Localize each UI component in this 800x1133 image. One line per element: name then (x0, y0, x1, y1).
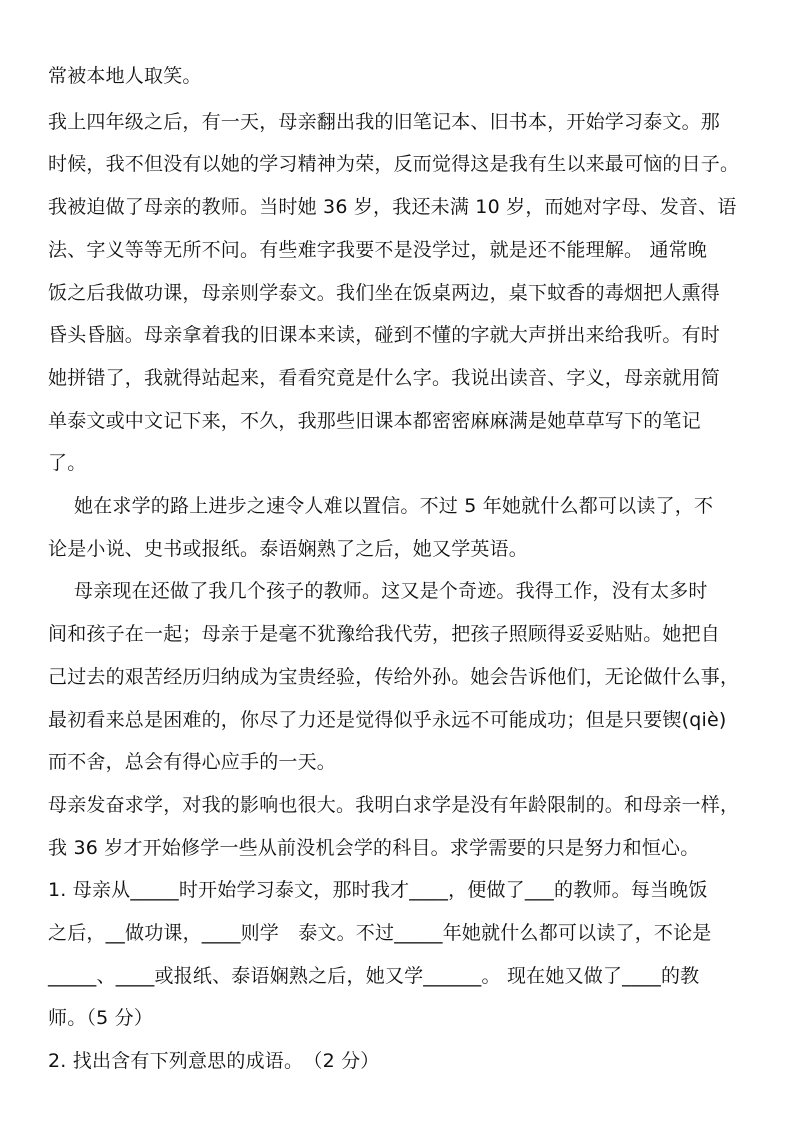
text-line: 间和孩子在一起；母亲于是毫不犹豫给我代劳，把孩子照顾得妥妥贴贴。她把自 (48, 623, 721, 645)
question-line: 1. 母亲从_____时开始学习泰文，那时我才____，便做了___的教师。每当晚饭 (48, 879, 708, 901)
text-line: 常被本地人取笑。 (48, 65, 202, 87)
text-line: 饭之后我做功课，母亲则学泰文。我们坐在饭桌两边，桌下蚊香的毒烟把人熏得 (48, 282, 721, 304)
text-line: 己过去的艰苦经历归纳成为宝贵经验，传给外孙。她会告诉他们，无论做什么事， (48, 666, 740, 688)
text-line: 她在求学的路上进步之速令人难以置信。不过 5 年她就什么都可以读了，不 (74, 495, 714, 517)
question-line: _____、____或报纸、泰语娴熟之后，她又学______。 现在她又做了____的教 (48, 965, 700, 987)
question-line: 2. 找出含有下列意思的成语。 （2 分） (48, 1050, 380, 1072)
text-line: 时候，我不但没有以她的学习精神为荣，反而觉得这是我有生以来最可恼的日子。 (48, 153, 740, 175)
text-line: 最初看来总是困难的，你尽了力还是觉得似乎永远不可能成功；但是只要锲(qiè) (48, 709, 727, 731)
question-line: 师。（5 分） (48, 1007, 154, 1029)
question-line: 之后，__做功课，____则学 泰文。不过_____年她就什么都可以读了，不论是 (48, 922, 712, 944)
text-line: 我 36 岁才开始修学一些从前没机会学的科目。求学需要的只是努力和恒心。 (48, 837, 700, 859)
text-line: 母亲发奋求学，对我的影响也很大。我明白求学是没有年龄限制的。和母亲一样， (48, 794, 740, 816)
text-line: 而不舍，总会有得心应手的一天。 (48, 751, 337, 773)
text-line: 她拼错了，我就得站起来，看看究竟是什么字。我说出读音、字义，母亲就用简 (48, 367, 721, 389)
text-line: 我上四年级之后，有一天，母亲翻出我的旧笔记本、旧书本，开始学习泰文。那 (48, 111, 721, 133)
text-line: 法、字义等等无所不问。有些难字我要不是没学过，就是还不能理解。 通常晚 (48, 239, 708, 261)
text-line: 我被迫做了母亲的教师。当时她 36 岁，我还未满 10 岁，而她对字母、发音、语 (48, 196, 737, 218)
text-line: 了。 (48, 452, 87, 474)
text-line: 昏头昏脑。母亲拿着我的旧课本来读，碰到不懂的字就大声拼出来给我听。有时 (48, 324, 721, 346)
text-line: 单泰文或中文记下来，不久，我那些旧课本都密密麻麻满是她草草写下的笔记 (48, 410, 701, 432)
text-line: 母亲现在还做了我几个孩子的教师。这又是个奇迹。我得工作，没有太多时 (74, 580, 708, 602)
text-line: 论是小说、史书或报纸。泰语娴熟了之后，她又学英语。 (48, 538, 529, 560)
